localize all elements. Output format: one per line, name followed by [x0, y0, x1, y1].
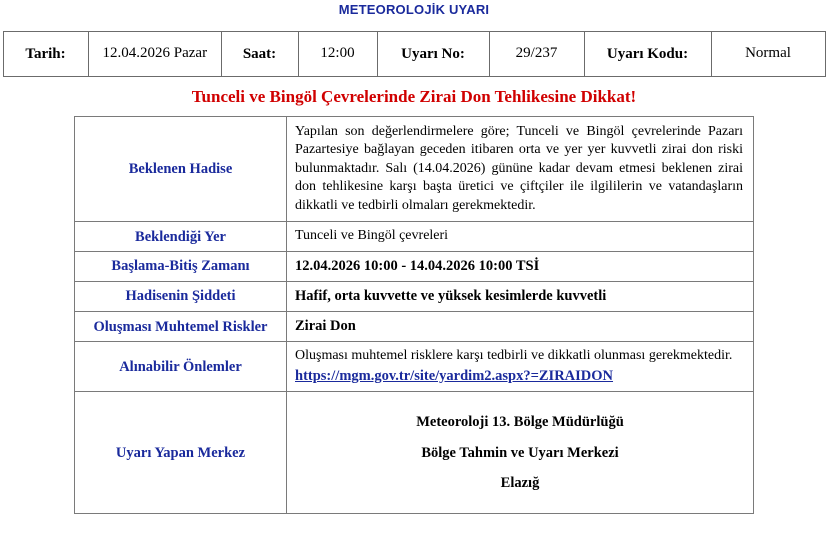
table-row [75, 342, 754, 392]
row-value-olusmasi-muhtemel-riskler: Zirai Don [287, 312, 754, 342]
warning-number-label: Uyarı No: [377, 32, 489, 77]
issuing-center-line-2: Bölge Tahmin ve Uyarı Merkezi [421, 444, 619, 461]
row-label-hadisenin-siddeti: Hadisenin Şiddeti [75, 281, 287, 311]
measures-text: Oluşması muhtemel risklere karşı tedbirli ve dikkatli olunması gerekmektedir. [295, 348, 733, 364]
row-value-beklendigi-yer: Tunceli ve Bingöl çevreleri [287, 222, 754, 251]
headline-text: Tunceli ve Bingöl Çevrelerinde Zirai Don Tehlikesine Dikkat! [191, 87, 637, 106]
warning-code-value: Normal [711, 32, 825, 77]
row-label-olusmasi-muhtemel-riskler: Oluşması Muhtemel Riskler [75, 312, 287, 342]
row-value-baslama-bitis-zamani: 12.04.2026 10:00 - 14.04.2026 10:00 TSİ [287, 251, 754, 281]
date-value: 12.04.2026 Pazar [88, 32, 221, 77]
table-row [75, 312, 754, 342]
table-row [75, 117, 754, 222]
row-value-alinabilir-onlemler [287, 342, 754, 392]
table-row [75, 392, 754, 514]
header-info-table [3, 31, 826, 77]
table-row [75, 222, 754, 251]
row-value-beklenen-hadise: Yapılan son değerlendirmelere göre; Tunceli ve Bingöl çevrelerinde Pazarı Pazartesiye bağlayan geceden itibaren orta ve yer yer kuvvetli zirai don riski bulunmaktadır. Salı (14.04.2026) gününe kadar devam etmesi beklenen zirai don tehlikesine karşı başta üretici ve çiftçiler ile ilgililerin ve vatandaşların dikkatli ve tedbirli olmaları gerekmektedir. [287, 117, 754, 222]
warning-code-label: Uyarı Kodu: [584, 32, 711, 77]
row-label-alinabilir-onlemler: Alınabilir Önlemler [75, 342, 287, 392]
issuing-center-line-1: Meteoroloji 13. Bölge Müdürlüğü [416, 414, 624, 431]
date-label: Tarih: [3, 32, 88, 77]
issuing-center-block [295, 397, 745, 508]
issuing-center-line-3: Elazığ [500, 475, 540, 491]
row-label-beklendigi-yer: Beklendiği Yer [75, 222, 287, 251]
time-value: 12:00 [298, 32, 377, 77]
measures-link[interactable]: https://mgm.gov.tr/site/yardim2.aspx?=ZIRAIDON [295, 367, 614, 384]
warning-details-table [74, 116, 754, 514]
table-row [3, 32, 825, 77]
row-label-uyari-yapan-merkez: Uyarı Yapan Merkez [75, 392, 287, 514]
warning-number-value: 29/237 [489, 32, 584, 77]
table-row [75, 281, 754, 311]
row-label-beklenen-hadise: Beklenen Hadise [75, 117, 287, 222]
row-value-hadisenin-siddeti: Hafif, orta kuvvette ve yüksek kesimlerde kuvvetli [287, 281, 754, 311]
row-label-baslama-bitis-zamani: Başlama-Bitiş Zamanı [75, 251, 287, 281]
time-label: Saat: [221, 32, 298, 77]
table-row [75, 251, 754, 281]
row-value-uyari-yapan-merkez [287, 392, 754, 514]
page-title: METEOROLOJİK UYARI [338, 2, 490, 17]
